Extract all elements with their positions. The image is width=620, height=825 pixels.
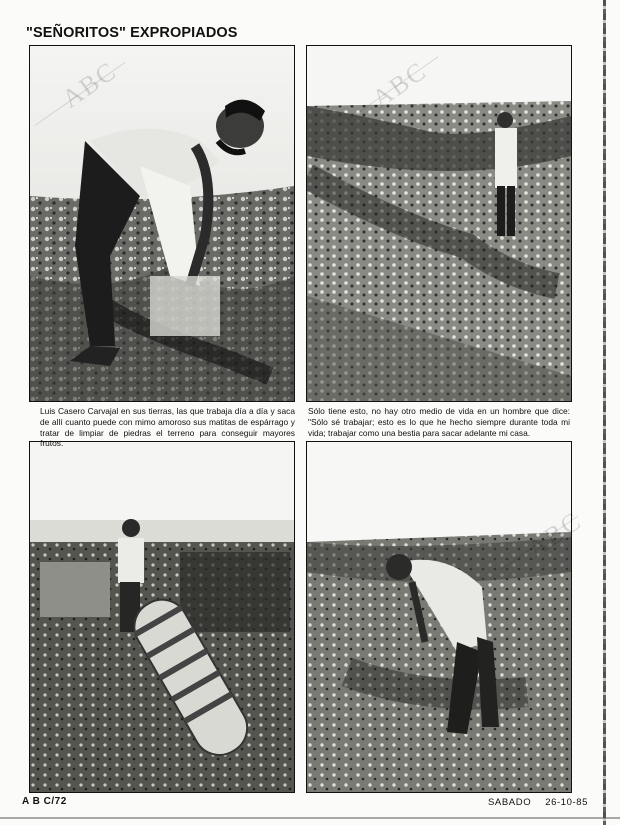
page-edge-bottom bbox=[0, 817, 620, 819]
photo-man-bending bbox=[29, 45, 295, 402]
caption-left: Luis Casero Carvajal en sus tierras, las que trabaja día a día y saca de allí cuanto puede con mimo amoroso sus matitas de espárrago y tratar de limpiar de piedras el terreno para conseguir mayores frutos. bbox=[40, 406, 295, 449]
footer-date-line bbox=[488, 797, 588, 808]
footer-date: 26-10-85 bbox=[545, 797, 589, 808]
photo-man-tending-plants bbox=[306, 441, 572, 793]
photo-man-with-roller bbox=[29, 441, 295, 793]
photo-field-standing-man bbox=[306, 45, 572, 402]
page-edge-right bbox=[603, 0, 606, 825]
headline: "SEÑORITOS" EXPROPIADOS bbox=[26, 25, 238, 41]
page-number: A B C/72 bbox=[22, 796, 67, 807]
footer-day: SABADO bbox=[488, 797, 532, 808]
caption-right: Sólo tiene esto, no hay otro medio de vida en un hombre que dice: "Sólo sé trabajar; esto es lo que he hecho siempre durante toda mi vida; trabajar como una bestia para sacar adelante mi casa. bbox=[308, 406, 570, 438]
